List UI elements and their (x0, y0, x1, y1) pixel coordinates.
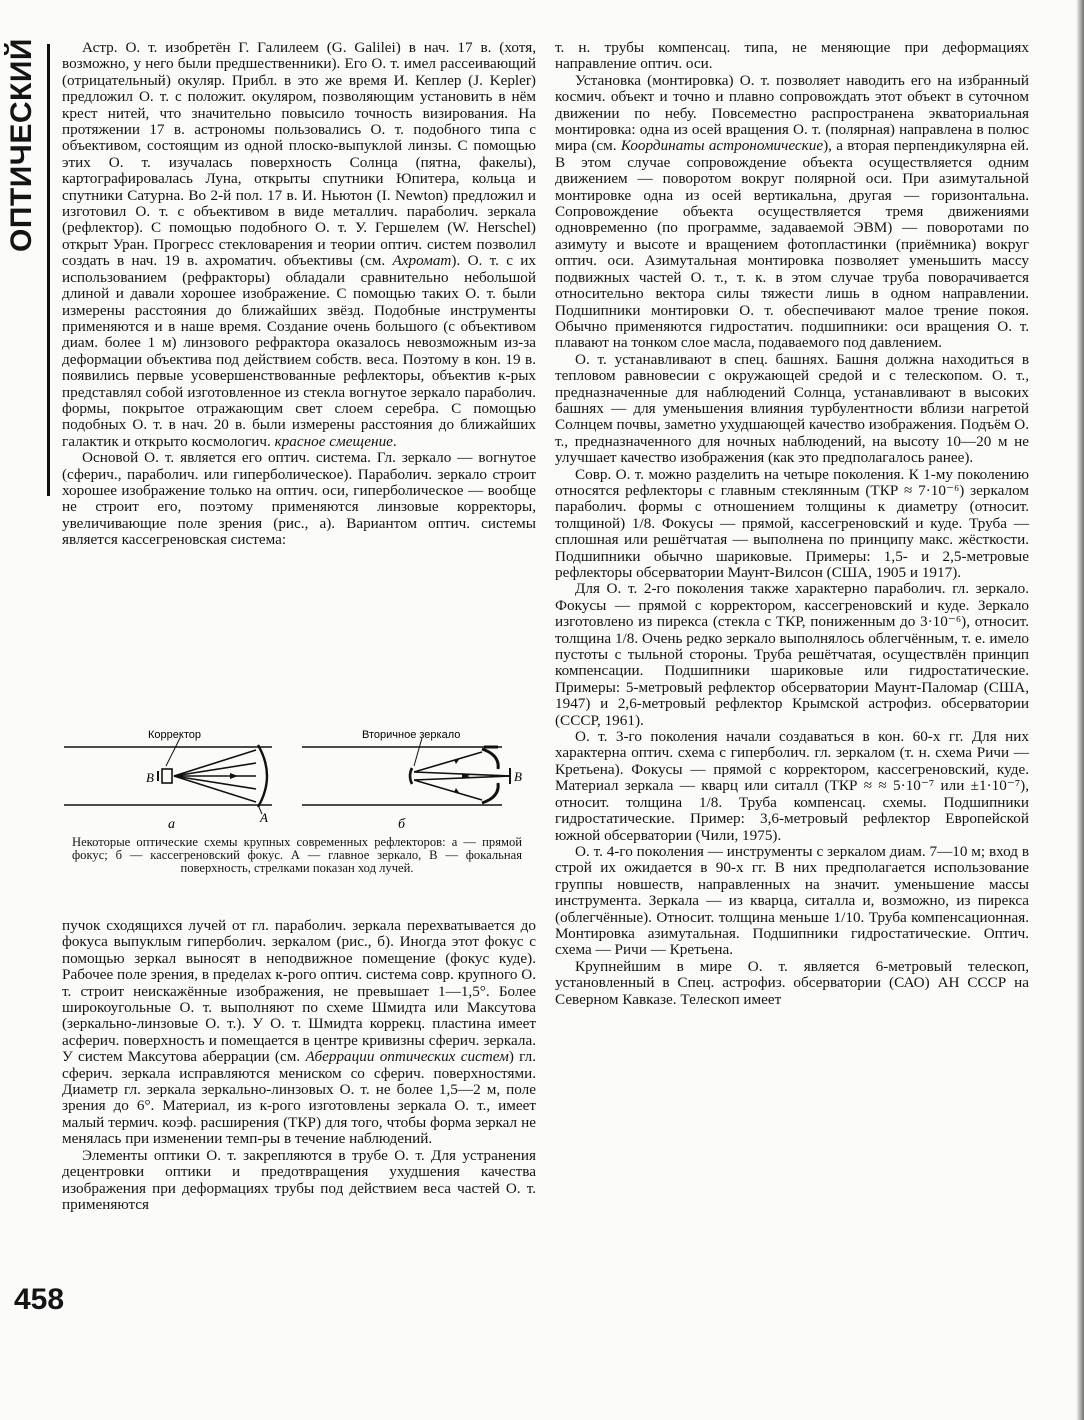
paragraph: Элементы оптики О. т. закрепляются в трубе О. т. Для устранения децентровки оптики и предотвращения ухудшения качества изображения при деформациях трубы под действием веса частей О. т. применяются (62, 1146, 536, 1213)
paragraph-text: ), а вторая перпендикулярна ей. В этом случае сопровождение объекта осуществляется одним движением — поворотом вокруг полярной оси. При азимутальной монтировке одна из осей вертикальна, другая — горизонтальна. Сопровождение объекта осуществляется тремя движениями одновременно (по программе, задаваемой ЭВМ) — поворотами по азимуту и высоте и вращением фотопластинки (приёмника) вокруг оптич. оси. Азимутальная монтировка позволяет уменьшить массу подвижных частей О. т., т. к. в этом случае труба поворачивается относительно вектора силы тяжести лишь в одном направлении. Подшипники монтировки О. т. обеспечивают малое трение покоя. Обычно применяются гидростатич. подшипники: оси вращения О. т. плавают на тонком слое масла, подаваемого под давлением. (555, 137, 1030, 352)
paragraph-text: . (392, 432, 397, 450)
page-number: 458 (14, 1283, 65, 1316)
label-main-mirror: А (260, 810, 268, 825)
paragraph: Совр. О. т. можно разделить на четыре поколения. К 1-му поколению относятся рефлекторы с главным стеклянным (ТКР ≈ 7·10⁻⁶) зеркалом параболич. формы с отношением толщины к диаметру (относит. толщиной) 1/8. Фокусы — прямой, кассегреновский и куде. Труба — сплошная или решётчатая — выполнена по принципу макс. жёсткости. Подшипники обычно шариковые. Примеры: 1,5- и 2,5-метровые рефлекторы обсерватории Маунт-Вилсон (США, 1905 и 1917). (555, 465, 1029, 581)
cross-reference: Аберрации оптических систем (305, 1048, 509, 1066)
cross-reference: Ахромат (392, 252, 452, 270)
paragraph-text: пучок сходящихся лучей от гл. параболич. зеркала перехватывается до фокуса выпуклым гиперболич. зеркалом (рис., б). Иногда этот фокус с помощью зеркал выносят в неподвижное помещение (фокус куде). Рабочее поле зрения, в пределах к-рого оптич. система совр. крупного О. т. строит неискажённые изображения, не превышает 1—1,5°. Более широкоугольные О. т. выполняют по схеме Шмидта или Максутова (зеркально-линзовые О. т.). У О. т. Шмидта коррекц. пластина имеет асферич. поверхность и помещается в центре кривизны сферич. зеркала. У систем Максутова аберрации (см. (62, 917, 536, 1066)
corrector-lens (162, 769, 172, 783)
margin-rule (47, 44, 50, 496)
running-head (2, 40, 42, 250)
paragraph: О. т. 4-го поколения — инструменты с зеркалом диам. 7—10 м; вход в строй их ожидается в 90-х гг. В них предполагается использование группы новшеств, направленных на значит. уменьшение массы инструмента. Зеркала — из кварца, ситалла и, возможно, из пирекса (облегчённые). Относит. толщина меньше 1/10. Труба компенсационная. Монтировка азимутальная. Подшипники гидростатические. Оптич. схема — Ричи — Кретьена. (555, 842, 1029, 959)
label-secondary-mirror: Вторичное зеркало (362, 729, 461, 741)
label-corrector: Корректор (148, 729, 201, 741)
page-edge-shadow (1076, 0, 1084, 1420)
running-head-text: ОПТИЧЕСКИЙ (5, 38, 38, 252)
paragraph (555, 73, 1029, 352)
optical-schemes-figure (62, 728, 536, 874)
figure-caption: Некоторые оптические схемы крупных современных рефлекторов: а — прямой фокус; б — кассегреновский фокус. А — главное зеркало, В — фокальная поверхность, стрелками показан ход лучей. (72, 835, 522, 875)
paragraph: О. т. устанавливают в спец. башнях. Башня должна находиться в тепловом равновесии с окружающей средой и с телескопом. О. т., предназначенные для наблюдений Солнца, устанавливают в высоких башнях — для уменьшения влияния турбулентности вблизи нагретой Солнцем почвы, заметно ухудшающей качество изображения. Подъём О. т., предназначенного для ночных наблюдений, на высоту 10—20 м не улучшает качество изображения (как это предполагалось ранее). (555, 350, 1029, 467)
paragraph: т. н. трубы компенсац. типа, не меняющие при деформациях направление оптич. оси. (555, 39, 1029, 73)
paragraph-text: Установка (монтировка) О. т. позволяет наводить его на избранный космич. объект и точно и плавно сопровождать этот объект в суточном движении по небу. Повсеместно распространена экваториальная монтировка: одна из осей вращения О. т. (полярная) направлена в полюс мира (см. (555, 71, 1029, 155)
sub-label-a: а (168, 817, 175, 830)
left-column-bottom (62, 918, 536, 1213)
optical-schemes-diagram (62, 728, 536, 830)
left-column (62, 40, 536, 549)
paragraph: Крупнейшим в мире О. т. является 6-метровый телескоп, установленный в Спец. астрофиз. обсерватории (САО) АН СССР на Северном Кавказе. Телескоп имеет (555, 957, 1029, 1008)
cross-reference: красное смещение (274, 432, 393, 450)
paragraph (62, 918, 536, 1148)
secondary-mirror (410, 768, 412, 784)
paragraph: О. т. 3-го поколения начали создаваться в кон. 60-х гг. Для них характерна оптич. схема с гиперболич. гл. зеркалом (т. н. схема Ричи — Кретьена). Фокусы — прямой с корректором, кассегреновский, куде. Материал зеркала — кварц или ситалл (ТКР ≈ ≈ 5·10⁻⁷ или ±1·10⁻⁷), относит. толщина 1/8. Труба компенсац. схемы. Подшипники гидростатические. Пример: 3,6-метровый рефлектор Европейской южной обсерватории (Чили, 1975). (555, 728, 1029, 844)
main-mirror-b-bottom (482, 783, 498, 803)
ray-arrow (230, 773, 238, 779)
paragraph (62, 40, 536, 450)
main-mirror-a (258, 745, 267, 807)
paragraph: Основой О. т. является его оптич. система. Гл. зеркало — вогнутое (сферич., параболич. или гиперболическое). Параболич. зеркало строит хорошее изображение только на оптич. оси, гиперболическое — вообще не строит его, поэтому применяются линзовые корректоры, увеличивающие поле зрения (рис., а). Вариантом оптич. системы является кассегреновская система: (62, 449, 536, 549)
paragraph-text: ). О. т. с их использованием (рефракторы) обладали сравнительно небольшой длиной и давали хорошее изображение. С помощью таких О. т. были измерены расстояния до ближайших звёзд. Подобные инструменты применяются и в наше время. Создание очень большого (с объективом диам. более 1 м) линзового рефрактора оказалось невозможным из-за деформации объектива под действием собств. веса. Поэтому в кон. 19 в. появились первые усовершенствованные рефлекторы, объектив к-рых представлял собой изготовленное из стекла вогнутое зеркало параболич. формы, покрытое отражающим свет слоем серебра. С помощью подобных О. т. в нач. 20 в. были измерены расстояния до ближайших галактик и открыто космологич. (62, 252, 536, 450)
cross-reference: Координаты астрономические (620, 137, 824, 155)
paragraph: Для О. т. 2-го поколения также характерно параболич. гл. зеркало. Фокусы — прямой с корректором, кассегреновский и куде. Зеркало изготовлено из пирекса (стекла с ТКР, пониженным до 3·10⁻⁶), относит. толщина 1/8. Очень редко зеркало выполнялось облегчённым, т. е. имело пустоты с тыльной стороны. Труба решётчатая, осуществлён принцип компенсации. Подшипники шариковые или гидростатические. Примеры: 5-метровый рефлектор обсерватории Маунт-Паломар (США, 1947) и 2,6-метровый рефлектор Крымской астрофиз. обсерватории (СССР, 1961). (555, 580, 1029, 729)
paragraph-text: ) гл. сферич. зеркала исправляются мениском со сферич. поверхностями. Диаметр гл. зеркала зеркально-линзовых О. т. не более 1,5—2 м, поле зрения до 6°. Материал, из к-рого изготовлены зеркала О. т., имеет малый термич. коэф. расширения (ТКР) для того, чтобы форма зеркал не менялась при изменении темп-ры в течение наблюдений. (62, 1048, 536, 1148)
paragraph-text: Астр. О. т. изобретён Г. Галилеем (G. Galilei) в нач. 17 в. (хотя, возможно, у него были предшественники). Его О. т. имел рассеивающий (отрицательный) окуляр. Прибл. в это же время И. Кеплер (J. Kepler) предложил О. т. с положит. окуляром, позволяющим установить в нём крест нитей, что значительно повысило точность визирования. На протяжении 17 в. астрономы пользовались О. т. подобного типа с объективом, состоящим из одной плоско-выпуклой линзы. С помощью этих О. т. изучалась поверхность Солнца (пятна, факелы), картографировалась Луна, открыты спутники Юпитера, кольца и спутники Сатурна. Во 2-й пол. 17 в. И. Ньютон (I. Newton) предложил и изготовил О. т. с объективом в виде металлич. параболич. зеркала (рефлектор). С помощью подобного О. т. У. Гершелем (W. Herschel) открыт Уран. Прогресс стекловарения и теории оптич. систем позволил создать в нач. 19 в. ахроматич. объективы (см. (62, 39, 536, 270)
main-mirror-b-top (482, 749, 498, 769)
right-column (555, 40, 1029, 1008)
sub-label-b: б (398, 817, 406, 830)
label-focal-b: В (514, 769, 522, 784)
label-focal-a: В (146, 770, 154, 785)
